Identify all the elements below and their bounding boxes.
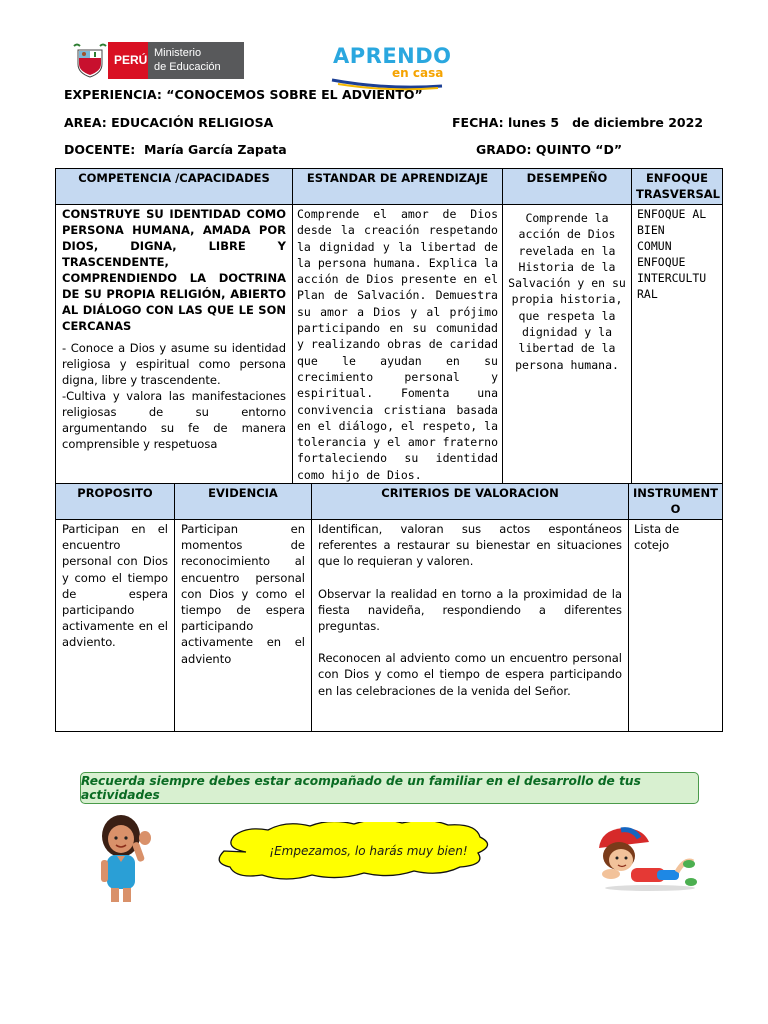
- evidencia-text: Participan en momentos de reconocimiento al encuentro personal con Dios y como el tiempo de espera participando activamente en el adviento: [181, 522, 305, 666]
- proposito-cell: [56, 520, 175, 732]
- estandar-text: Comprende el amor de Dios desde la creación respetando la dignidad y la libertad de la persona humana. Explica la acción de Dios presente en el Plan de Salvación. Demuestra su amor a Dios y al prójimo participando en su comunidad y realizando obras de caridad que le ayudan en su crecimiento personal y espiritual. Fomenta una convivencia cristiana basada en el diálogo, el respeto, la tolerancia y el amor fraterno fortaleciendo su identidad como hijo de Dios.: [297, 207, 498, 482]
- peru-label: PERÚ: [114, 53, 148, 67]
- capacidad-1: - Conoce a Dios y asume su identidad religiosa y espiritual como persona digna, libre y trascendente.: [62, 341, 286, 387]
- capacidad-2: -Cultiva y valora las manifestaciones religiosas de su entorno argumentando su fe de manera comprensible y respetuosa: [62, 389, 286, 451]
- cloud-text: ¡Empezamos, lo harás muy bien!: [269, 844, 468, 858]
- header-criterios: CRITERIOS DE VALORACION: [312, 484, 629, 520]
- header-evidencia: EVIDENCIA: [175, 484, 312, 520]
- evaluacion-table: [55, 483, 723, 732]
- estandar-cell: [293, 205, 503, 485]
- aprendo-en-casa-logo: [330, 44, 452, 92]
- ministry-line-1: Ministerio: [154, 47, 202, 59]
- girl-lying-illustration: [595, 826, 700, 896]
- aprendo-text: APRENDO: [333, 44, 452, 68]
- evidencia-cell: [175, 520, 312, 732]
- area-line: AREA: EDUCACIÓN RELIGIOSA: [64, 115, 274, 130]
- competencias-table: [55, 168, 723, 485]
- desempeno-text: Comprende la acción de Dios revelada en la Historia de la Salvación y en su propia historia, que respeta la dignidad y la libertad de la persona humana.: [508, 211, 626, 372]
- enfoque-line-5: INTERCULTU: [637, 271, 707, 285]
- competencia-cell: [56, 205, 293, 485]
- ministry-line-2: de Educación: [154, 61, 221, 73]
- girl-waving-illustration: [93, 812, 163, 904]
- reminder-banner: [80, 772, 699, 804]
- criterio-2: Observar la realidad en torno a la proximidad de la fiesta navideña, respondiendo a diferentes preguntas.: [318, 586, 622, 634]
- experiencia-line: EXPERIENCIA: “CONOCEMOS SOBRE EL ADVIENTO”: [64, 87, 423, 102]
- proposito-text: Participan en el encuentro personal con Dios y como el tiempo de espera participando activamente en el adviento.: [62, 522, 168, 650]
- header-desempeno: DESEMPEÑO: [503, 169, 632, 205]
- reminder-text: Recuerda siempre debes estar acompañado de un familiar en el desarrollo de tus actividades: [81, 774, 641, 802]
- desempeno-cell: [503, 205, 632, 485]
- criterios-cell: [312, 520, 629, 732]
- enfoque-line-4: ENFOQUE: [637, 255, 686, 269]
- en-casa-text: en casa: [392, 66, 444, 80]
- fecha-line: FECHA: lunes 5 de diciembre 2022: [452, 115, 704, 130]
- header-instrumento: INSTRUMENTO: [629, 484, 723, 520]
- header-competencia: COMPETENCIA /CAPACIDADES: [56, 169, 293, 205]
- cloud-bubble: [216, 822, 521, 882]
- instrumento-cell: [629, 520, 723, 732]
- girl-lying-icon: [595, 826, 700, 896]
- criterio-1: Identifican, valoran sus actos espontáneos referentes a restaurar su bienestar en situaciones que lo requieran y valoren.: [318, 522, 622, 569]
- instrumento-text: Lista de cotejo: [634, 522, 680, 552]
- grado-line: GRADO: QUINTO “D”: [476, 142, 623, 157]
- enfoque-line-2: BIEN: [637, 223, 665, 237]
- minedu-logo: [72, 42, 244, 79]
- enfoque-line-6: RAL: [637, 287, 658, 301]
- docente-line: DOCENTE: María García Zapata: [64, 142, 287, 157]
- header-proposito: PROPOSITO: [56, 484, 175, 520]
- enfoque-line-3: COMUN: [637, 239, 672, 253]
- header-estandar: ESTANDAR DE APRENDIZAJE: [293, 169, 503, 205]
- girl-waving-icon: [93, 812, 163, 904]
- enfoque-cell: [632, 205, 723, 485]
- enfoque-line-1: ENFOQUE AL: [637, 207, 707, 221]
- criterio-3: Reconocen al adviento como un encuentro personal con Dios y como el tiempo de espera participando en las celebraciones de la venida del Señor.: [318, 651, 622, 698]
- header-enfoque: ENFOQUE TRASVERSAL: [632, 169, 723, 205]
- competencia-title: CONSTRUYE SU IDENTIDAD COMO PERSONA HUMANA, AMADA POR DIOS, DIGNA, LIBRE Y TRASCENDENTE, COMPRENDIENDO LA DOCTRINA DE SU PROPIA RELIGIÓN, ABIERTO AL DIÁLOGO CON LAS QUE LE SON CERCANAS: [62, 207, 286, 333]
